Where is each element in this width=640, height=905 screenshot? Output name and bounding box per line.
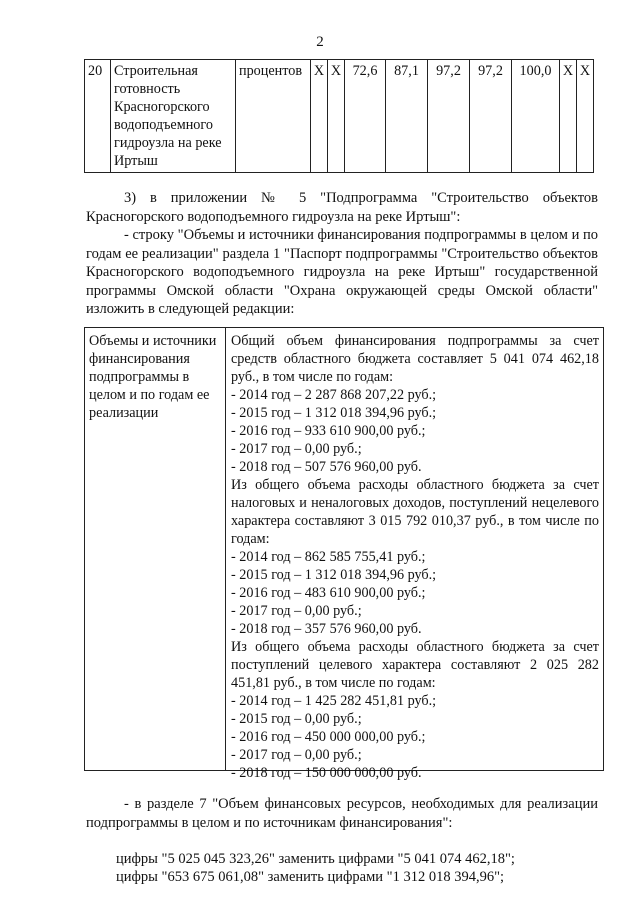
passport-right-content	[231, 332, 599, 782]
year-line: - 2014 год – 1 425 282 451,81 руб.;	[231, 693, 437, 709]
passport-left-label: Объемы и источники финансирования подпрограммы в целом и по годам ее реализации	[89, 333, 217, 421]
indicator-name: Строительная готовность Красногорского водоподъемного гидроузла на реке Иртыш	[111, 60, 236, 173]
year-line: - 2016 год – 483 610 900,00 руб.;	[231, 585, 426, 601]
value-cell: 87,1	[386, 60, 428, 173]
block1-intro: Общий объем финансирования подпрограммы за счет средств областного бюджета составляет 5 041 074 462,18 руб., в том числе по годам:	[231, 333, 599, 385]
year-line: - 2018 год – 507 576 960,00 руб.	[231, 459, 422, 475]
value-cell: 100,0	[512, 60, 560, 173]
year-line: - 2015 год – 0,00 руб.;	[231, 711, 362, 727]
replacement-line-2: цифры "653 675 061,08" заменить цифрами "1 312 018 394,96";	[116, 869, 505, 885]
year-line: - 2016 год – 450 000 000,00 руб.;	[231, 729, 426, 745]
year-line: - 2017 год – 0,00 руб.;	[231, 747, 362, 763]
row-number: 20	[85, 60, 111, 173]
year-line: - 2014 год – 2 287 868 207,22 руб.;	[231, 387, 437, 403]
value-cell: 97,2	[428, 60, 470, 173]
value-cell: Х	[311, 60, 328, 173]
unit-cell: процентов	[236, 60, 311, 173]
year-line: - 2017 год – 0,00 руб.;	[231, 441, 362, 457]
page-number: 2	[316, 34, 324, 50]
year-line: - 2014 год – 862 585 755,41 руб.;	[231, 549, 426, 565]
year-line: - 2015 год – 1 312 018 394,96 руб.;	[231, 405, 437, 421]
value-cell: Х	[560, 60, 577, 173]
value-cell: 97,2	[470, 60, 512, 173]
value-cell: Х	[328, 60, 345, 173]
indicator-row-table	[84, 59, 594, 173]
year-line: - 2016 год – 933 610 900,00 руб.;	[231, 423, 426, 439]
block3-intro: Из общего объема расходы областного бюджета за счет поступлений целевого характера составляют 2 025 282 451,81 руб., в том числе по годам:	[231, 639, 599, 691]
column-divider	[225, 328, 226, 770]
value-cell: 72,6	[345, 60, 386, 173]
paragraph-appendix-5: 3) в приложении № 5 "Подпрограмма "Строительство объектов Красногорского водоподъемного гидроузла на реке Иртыш":	[86, 190, 598, 225]
passport-table	[84, 327, 604, 781]
year-line: - 2015 год – 1 312 018 394,96 руб.;	[231, 567, 437, 583]
year-line: - 2018 год – 357 576 960,00 руб.	[231, 621, 422, 637]
year-line: - 2017 год – 0,00 руб.;	[231, 603, 362, 619]
paragraph-section-7: - в разделе 7 "Объем финансовых ресурсов, необходимых для реализации подпрограммы в целом и по источникам финансирования":	[86, 796, 598, 831]
table-row	[85, 60, 594, 173]
paragraph-replace-row: - строку "Объемы и источники финансирования подпрограммы в целом и по годам ее реализации" раздела 1 "Паспорт подпрограммы "Строительство объектов Красногорского водоподъемного гидроузла на реке Иртыш" государственной программы Омской области "Охрана окружающей среды Омской области" изложить в следующей редакции:	[86, 227, 598, 317]
year-line: - 2018 год – 150 000 000,00 руб.	[231, 765, 422, 781]
replacement-line-1: цифры "5 025 045 323,26" заменить цифрами "5 041 074 462,18";	[116, 851, 515, 867]
value-cell: Х	[577, 60, 594, 173]
block2-intro: Из общего объема расходы областного бюджета за счет налоговых и неналоговых доходов, поступлений нецелевого характера составляют 3 015 792 010,37 руб., в том числе по годам:	[231, 477, 599, 547]
